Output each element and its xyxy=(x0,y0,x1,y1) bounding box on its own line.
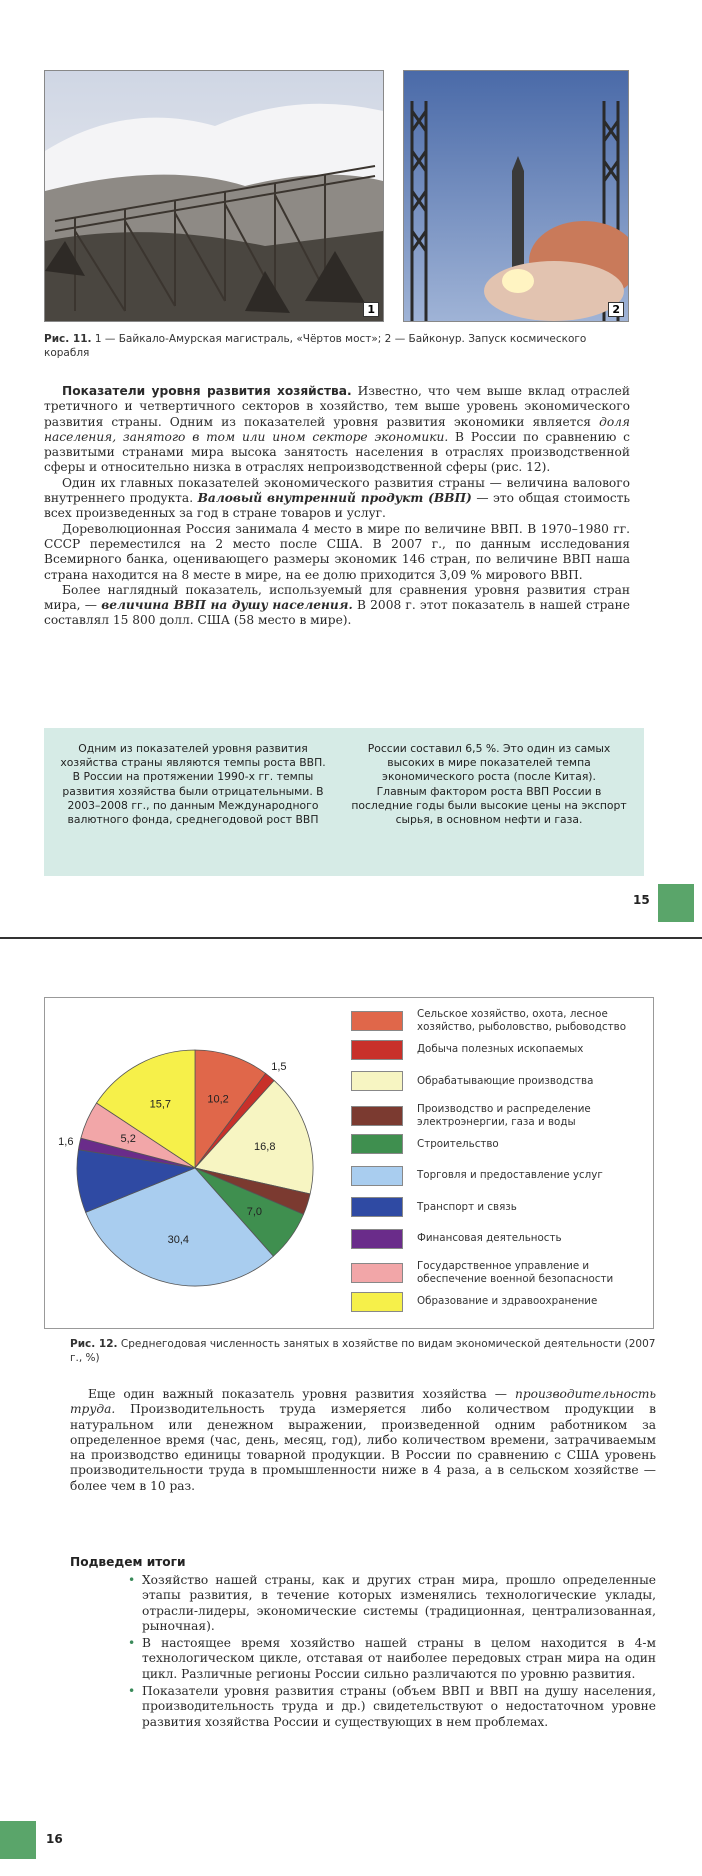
summary-item: • В настоящее время хозяйство нашей страны в целом находится в 4-м технологическом цикле, отставая от наиболее передовых стран мира на один цикл. Различные регионы России сильно различаются по уровню развития. xyxy=(126,1636,656,1682)
section-heading: Показатели уровня развития хозяйства. xyxy=(62,384,352,398)
pie-data-label: 1,5 xyxy=(271,1061,287,1074)
legend-swatch xyxy=(351,1011,403,1031)
figure-11-label: Рис. 11. xyxy=(44,333,92,345)
infobox-right-column: России составил 6,5 %. Это один из самых высоких в мире показателей темпа экономического роста (после Китая). Главным фактором роста ВВП России в последние годы были высокие цены на экспорт сырья, в основном нефти и газа. xyxy=(351,742,627,827)
gdp-growth-infobox xyxy=(44,728,644,876)
legend-swatch xyxy=(351,1197,403,1217)
railway-bridge-image xyxy=(45,71,383,321)
figure-12-chart xyxy=(44,997,654,1329)
legend-entry xyxy=(351,1229,641,1249)
legend-label: Производство и распределение электроэнергии, газа и воды xyxy=(417,1102,591,1128)
photo-number-2: 2 xyxy=(608,302,624,317)
main-text-page-15 xyxy=(44,384,630,629)
legend-swatch xyxy=(351,1166,403,1186)
pie-data-label: 5,2 xyxy=(120,1133,136,1146)
legend-label: Добыча полезных ископаемых xyxy=(417,1043,584,1055)
legend-label: Сельское хозяйство, охота, лесное хозяйство, рыболовство, рыбоводство xyxy=(417,1008,626,1033)
legend-swatch xyxy=(351,1106,403,1126)
summary-item: • Показатели уровня развития страны (объем ВВП и ВВП на душу населения, производительность труда и др.) свидетельствуют о недостаточном уровне развития хозяйства России и существующих в нем проблемах. xyxy=(126,1684,656,1730)
legend-swatch xyxy=(351,1134,403,1154)
pie-data-label: 10,2 xyxy=(207,1093,229,1106)
legend-label: Обрабатывающие производства xyxy=(417,1074,594,1087)
page-16 xyxy=(0,941,702,1876)
legend-swatch xyxy=(351,1229,403,1249)
paragraph-russia-gdp-rank: Дореволюционная Россия занимала 4 место в мире по величине ВВП. В 1970–1980 гг. СССР переместился на 2 место после США. В 2007 г., по данным исследования Всемирного банка, оценивающего размеры экономик 146 стран, по величине ВВП наша страна находится на 8 месте в мире, на ее долю приходится 3,09 % мирового ВВП. xyxy=(44,521,630,582)
pie-data-label: 30,4 xyxy=(167,1234,190,1247)
figure-12-caption xyxy=(70,1337,656,1365)
legend-label: Государственное управление и обеспечение военной безопасности xyxy=(417,1260,614,1285)
main-text-page-16 xyxy=(70,1387,656,1494)
page-number-15: 15 xyxy=(633,893,650,907)
paragraph-gdp: Один их главных показателей экономического развития страны — величина валового внутреннего продукта. Валовый внутренний продукт (ВВП) — это общая стоимость всех произведенных за год в стране товаров и услуг. xyxy=(44,475,631,521)
paragraph-labour-productivity: Еще один важный показатель уровня развития хозяйства — производительность труда. Производительность труда измеряется либо количеством продукции в натуральном или денежном выражении, произведенной одним работником за определенное время (час, день, месяц, год), либо количеством времени, затрачиваемым на производство единицы товарной продукции. В России по сравнению с США уровень производительности труда в промышленности ниже в 4 раза, а в сельском хозяйстве — более чем в 10 раз. xyxy=(70,1387,657,1493)
figure-12-text: Среднегодовая численность занятых в хозяйстве по видам экономической деятельности (2007 г., %) xyxy=(70,1338,656,1364)
legend-entry xyxy=(351,1292,641,1312)
pie-data-label: 16,8 xyxy=(254,1140,276,1153)
figure-12-label: Рис. 12. xyxy=(70,1338,118,1350)
infobox-left-column: Одним из показателей уровня развития хозяйства страны являются темпы роста ВВП. В России на протяжении 1990-х гг. темпы развития хозяйства были отрицательными. В 2003–2008 гг., по данным Международного валютного фонда, среднегодовой рост ВВП xyxy=(60,742,326,827)
legend-swatch xyxy=(351,1292,403,1312)
page-edge-tab xyxy=(658,884,694,922)
paragraph-development-indicators: Показатели уровня развития хозяйства. Известно, что чем выше вклад отраслей третичного и четвертичного секторов в хозяйство, тем выше уровень экономического развития страны. Одним из показателей уровня развития экономики является доля населения, занятого в том или ином секторе экономики. В России по сравнению с развитыми странами мира высока занятость населения в отраслях производственной сферы и относительно низка в отраслях непроизводственной сферы (рис. 12). xyxy=(44,384,630,475)
summary-heading: Подведем итоги xyxy=(70,1555,186,1569)
pie-data-label: 7,0 xyxy=(246,1205,263,1218)
paragraph-gdp-per-capita: Более наглядный показатель, используемый для сравнения уровня развития стран мира, — величина ВВП на душу населения. В 2008 г. этот показатель в нашей стране составлял 15 800 долл. США (58 место в мире). xyxy=(44,582,631,628)
figure-11-text: 1 — Байкало-Амурская магистраль, «Чёртов мост»; 2 — Байконур. Запуск космического корабля xyxy=(44,333,587,359)
legend-label: Строительство xyxy=(417,1137,499,1150)
legend-label: Торговля и предоставление услуг xyxy=(417,1169,603,1181)
legend-swatch xyxy=(351,1071,403,1091)
legend-label: Образование и здравоохранение xyxy=(417,1295,598,1307)
legend-swatch xyxy=(351,1040,403,1060)
legend-swatch xyxy=(351,1263,403,1283)
pie-data-label: 1,6 xyxy=(58,1136,74,1149)
summary-list xyxy=(126,1573,656,1732)
legend-entry xyxy=(351,1008,641,1034)
legend-entry xyxy=(351,1134,641,1154)
page-edge-tab xyxy=(0,1821,36,1859)
legend-label: Транспорт и связь xyxy=(417,1200,517,1213)
photo-baikonur-launch xyxy=(403,70,629,322)
legend-entry xyxy=(351,1197,641,1217)
legend-entry xyxy=(351,1103,641,1129)
photo-baikal-amur-railway xyxy=(44,70,384,322)
legend-label: Финансовая деятельность xyxy=(417,1232,562,1244)
photo-number-1: 1 xyxy=(363,302,379,317)
legend-entry xyxy=(351,1040,641,1060)
legend-entry xyxy=(351,1260,641,1286)
legend-entry xyxy=(351,1071,641,1091)
legend-entry xyxy=(351,1166,641,1186)
summary-item: • Хозяйство нашей страны, как и других стран мира, прошло определенные этапы развития, в течение которых изменялись технологические уклады, отрасли-лидеры, экономические системы (традиционная, централизованная, рыночная). xyxy=(126,1573,656,1634)
figure-11-caption xyxy=(44,332,630,360)
rocket-launch-image xyxy=(404,71,628,321)
employment-pie-chart xyxy=(45,998,345,1328)
page-number-16: 16 xyxy=(46,1832,63,1846)
pie-data-label: 15,7 xyxy=(149,1098,172,1111)
